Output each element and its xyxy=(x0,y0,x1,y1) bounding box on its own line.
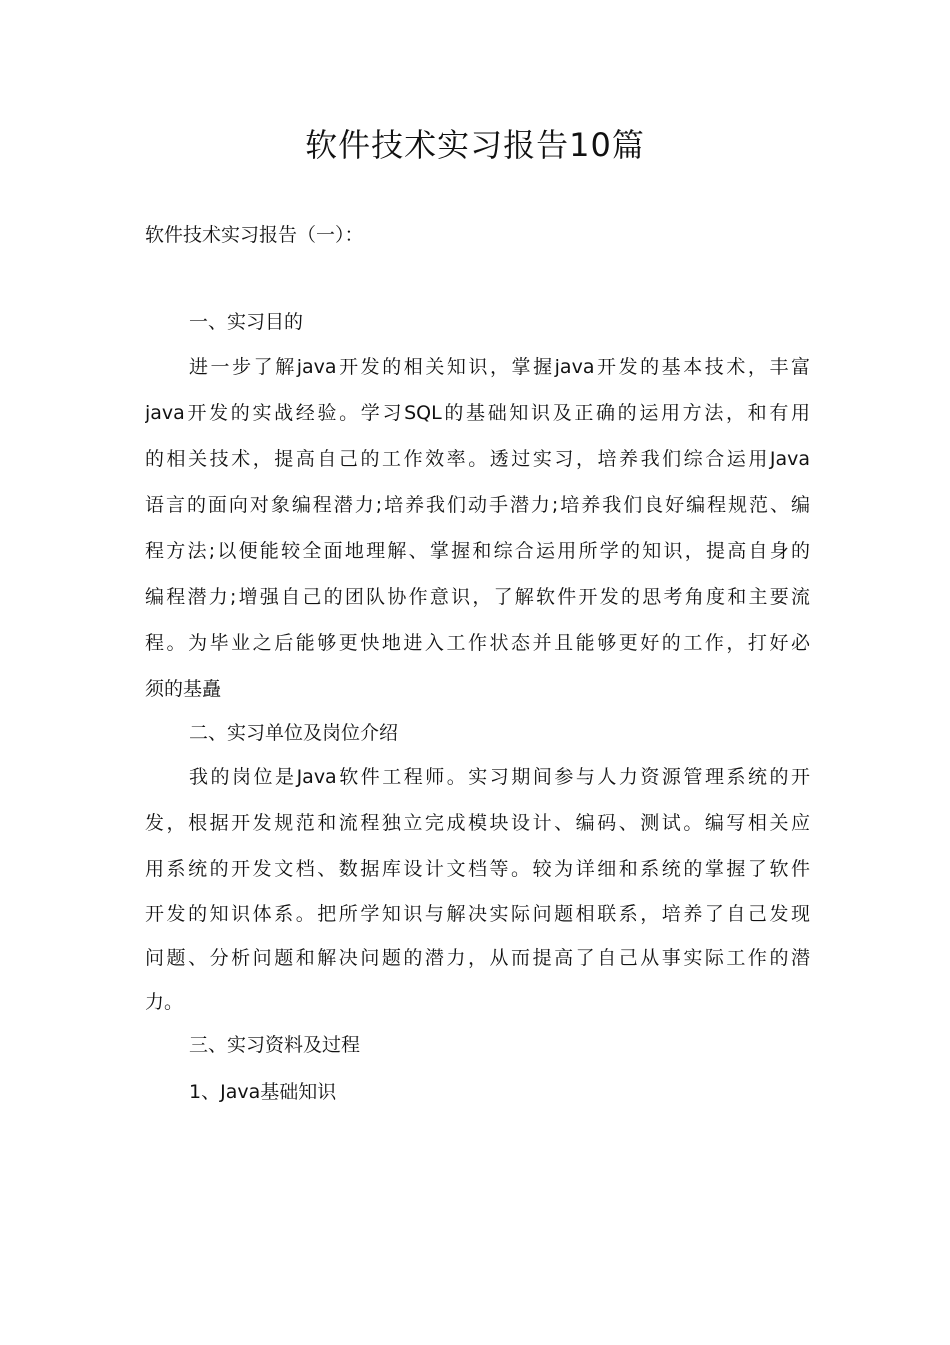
purpose-line-2: java开发的实战经验。学习SQL的基础知识及正确的运用方法，和有用 xyxy=(145,402,810,424)
purpose-line-1: 进一步了解java开发的相关知识，掌握java开发的基本技术，丰富 xyxy=(189,356,810,378)
unit-line-5: 问题、分析问题和解决问题的潜力，从而提高了自己从事实际工作的潜 xyxy=(145,947,810,969)
purpose-line-3: 的相关技术，提高自己的工作效率。透过实习，培养我们综合运用Java xyxy=(145,448,810,470)
unit-line-6: 力。 xyxy=(145,991,184,1013)
process-item-1: 1、Java基础知识 xyxy=(189,1081,337,1103)
unit-line-1: 我的岗位是Java软件工程师。实习期间参与人力资源管理系统的开 xyxy=(189,766,810,788)
purpose-line-5: 程方法;以便能较全面地理解、掌握和综合运用所学的知识，提高自身的 xyxy=(145,540,810,562)
report-subtitle: 软件技术实习报告（一）： xyxy=(145,224,364,246)
purpose-line-8: 须的基矗 xyxy=(145,678,222,700)
unit-line-2: 发，根据开发规范和流程独立完成模块设计、编码、测试。编写相关应 xyxy=(145,812,810,834)
document-title: 软件技术实习报告10篇 xyxy=(305,126,645,164)
purpose-line-6: 编程潜力;增强自己的团队协作意识，了解软件开发的思考角度和主要流 xyxy=(145,586,810,608)
section-heading-unit: 二、实习单位及岗位介绍 xyxy=(189,722,399,744)
purpose-line-7: 程。为毕业之后能够更快地进入工作状态并且能够更好的工作，打好必 xyxy=(145,632,810,654)
purpose-line-4: 语言的面向对象编程潜力;培养我们动手潜力;培养我们良好编程规范、编 xyxy=(145,494,810,516)
unit-line-3: 用系统的开发文档、数据库设计文档等。较为详细和系统的掌握了软件 xyxy=(145,858,810,880)
section-heading-process: 三、实习资料及过程 xyxy=(189,1034,361,1056)
section-heading-purpose: 一、实习目的 xyxy=(189,311,304,333)
unit-line-4: 开发的知识体系。把所学知识与解决实际问题相联系，培养了自己发现 xyxy=(145,903,810,925)
